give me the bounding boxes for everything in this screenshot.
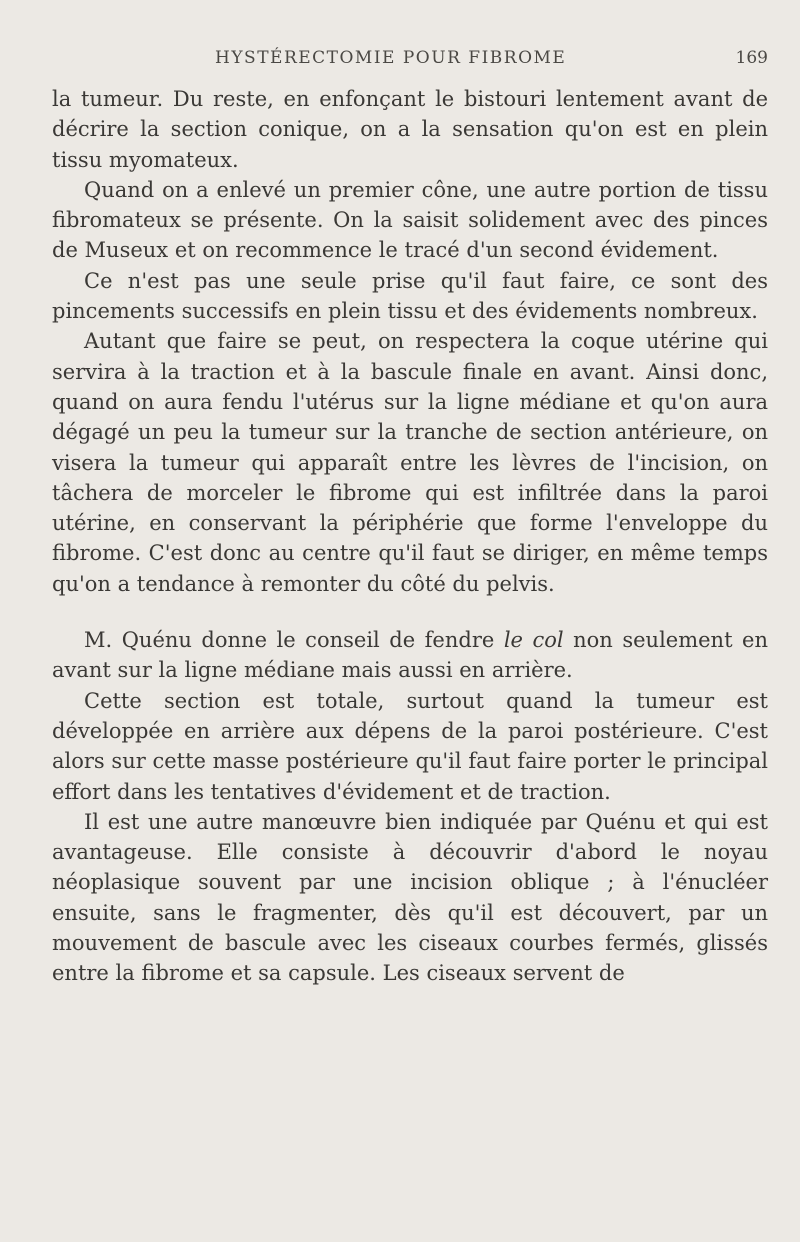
body-text — [52, 84, 768, 989]
paragraph-5-text-before: M. Quénu donne le conseil de fendre — [84, 628, 504, 653]
paragraph-4: Autant que faire se peut, on respectera la coque utérine qui servira à la traction et à la bascule finale en avant. Ainsi donc, quand on aura fendu l'utérus sur la ligne médiane et qu'on aura dégagé un peu la tumeur sur la tranche de section antérieure, on visera la tumeur qui apparaît entre les lèvres de l'incision, on tâchera de morceler le fibrome qui est infiltrée dans la paroi utérine, en conservant la périphérie que forme l'enveloppe du fibrome. C'est donc au centre qu'il faut se diriger, en même temps qu'on a tendance à remonter du côté du pelvis. — [52, 329, 768, 596]
paragraph-2: Quand on a enlevé un premier cône, une autre portion de tissu fibromateux se présente. On la saisit solidement avec des pinces de Museux et on recommence le tracé d'un second évidement. — [52, 177, 768, 263]
paragraph-5-italic-term: le col — [503, 628, 564, 653]
running-title: HYSTÉRECTOMIE POUR FIBROME — [215, 48, 567, 68]
paragraph-5 — [52, 625, 768, 686]
page-number: 169 — [735, 48, 768, 68]
paragraph-5-text-after: non seulement en avant sur la ligne médiane mais aussi en arrière. — [52, 628, 768, 683]
paragraph-3: Ce n'est pas une seule prise qu'il faut faire, ce sont des pincements successifs en plein tissu et des évidements nombreux. — [52, 268, 768, 324]
paragraph-6: Cette section est totale, surtout quand la tumeur est développée en arrière aux dépens de la paroi postérieure. C'est alors sur cette masse postérieure qu'il faut faire porter le principal effort dans les tentatives d'évidement et de traction. — [52, 688, 768, 804]
paragraph-1: la tumeur. Du reste, en enfonçant le bistouri lentement avant de décrire la section conique, on a la sensation qu'on est en plein tissu myomateux. — [52, 87, 768, 172]
running-header — [0, 44, 800, 74]
paragraph-7: Il est une autre manœuvre bien indiquée par Quénu et qui est avantageuse. Elle consiste à découvrir d'abord le noyau néoplasique souvent par une incision oblique ; à l'énucléer ensuite, sans le fragmenter, dès qu'il est découvert, par un mouvement de bascule avec les ciseaux courbes fermés, glissés entre la fibrome et sa capsule. Les ciseaux servent de — [52, 809, 768, 986]
